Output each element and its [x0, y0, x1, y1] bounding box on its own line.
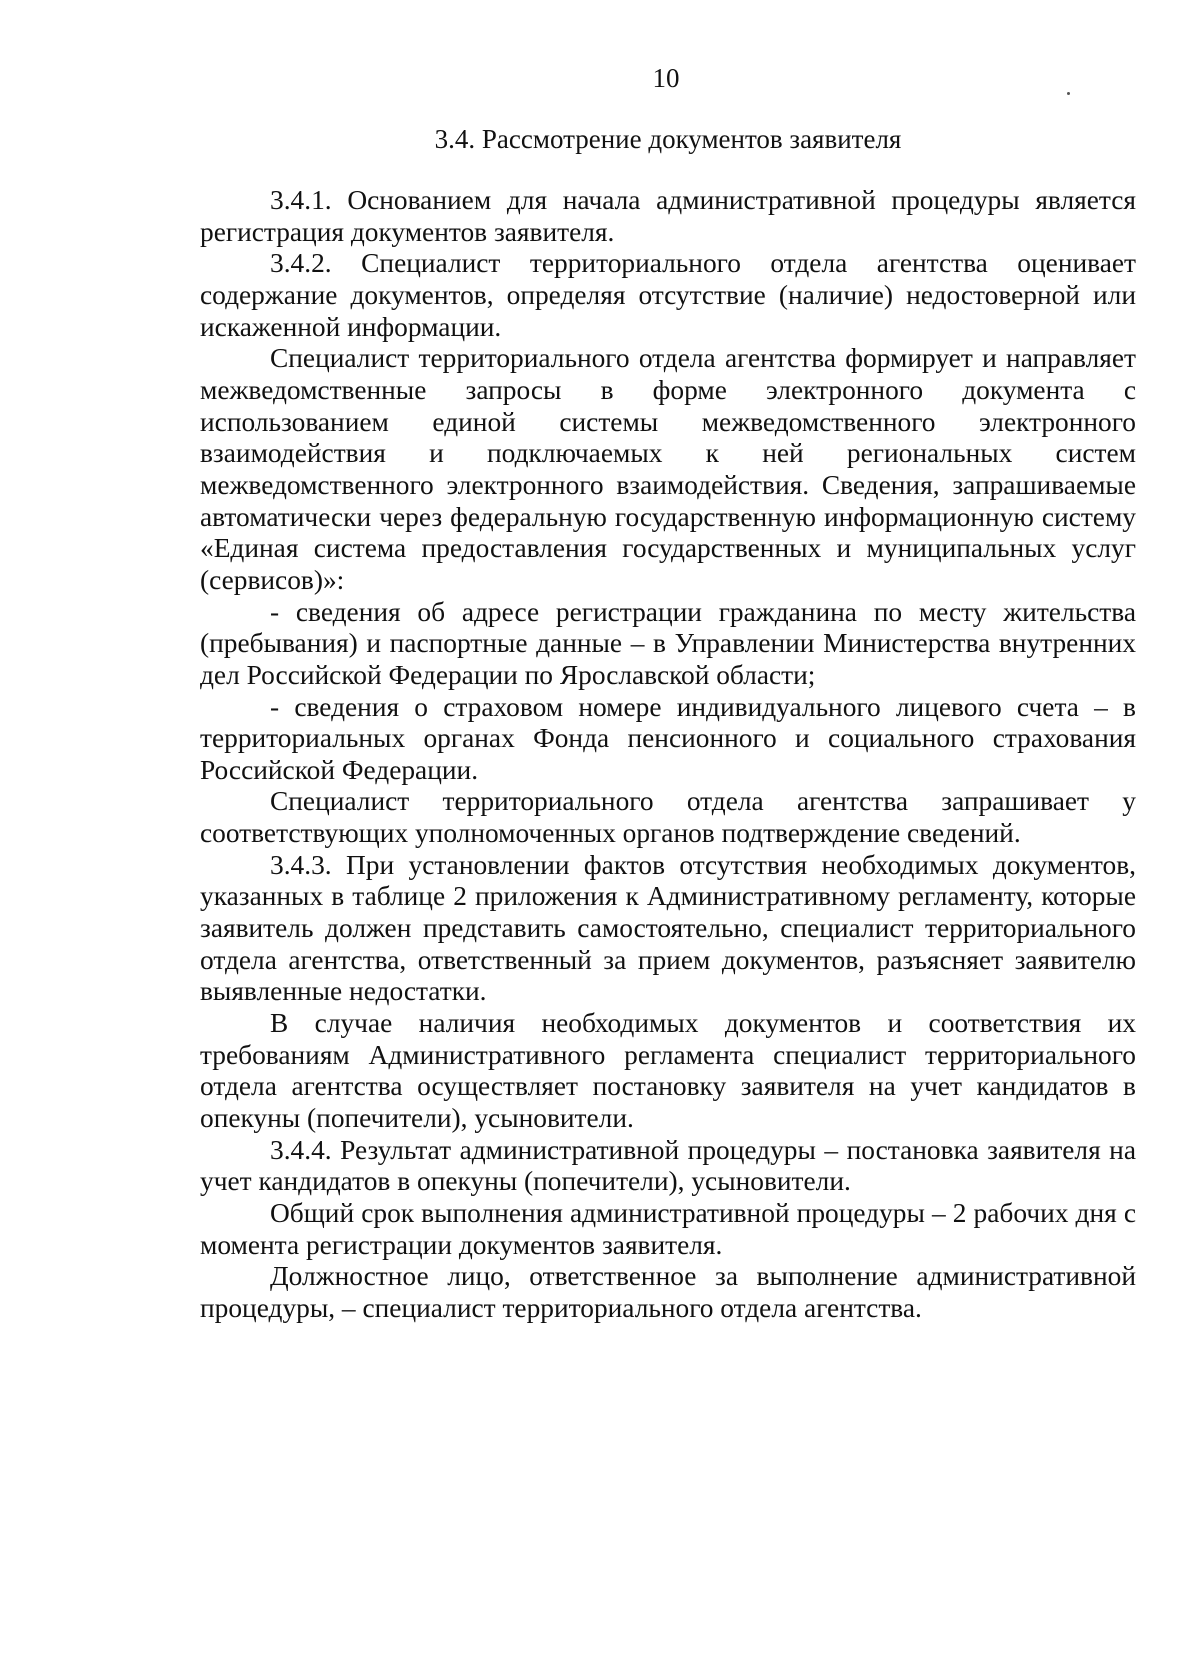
scan-speck — [1067, 92, 1070, 95]
section-heading: 3.4. Рассмотрение документов заявителя — [434, 124, 902, 154]
paragraph-total-term: Общий срок выполнения административной процедуры – 2 рабочих дня с момента регистрации документов заявителя. — [200, 1198, 1136, 1260]
paragraph-3-4-4: 3.4.4. Результат административной процедуры – постановка заявителя на учет кандидатов в опекуны (попечители), усыновители. — [200, 1134, 1136, 1197]
paragraph-3-4-3: 3.4.3. При установлении фактов отсутствия необходимых документов, указанных в таблице 2 приложения к Административному регламенту, которые заявитель должен представить самостоятельно, специалист территориального отдела агентства, ответственный за прием документов, разъясняет заявителю выявленные недостатки. — [200, 849, 1136, 1007]
list-item-insurance-number: - сведения о страховом номере индивидуального лицевого счета – в территориальных органах Фонда пенсионного и социального страхования Российской Федерации. — [200, 691, 1136, 785]
paragraph-3-4-2: 3.4.2. Специалист территориального отдела агентства оценивает содержание документов, определяя отсутствие (наличие) недостоверной или искаженной информации. — [200, 248, 1136, 342]
document-body — [200, 185, 1136, 1325]
list-item-registration-address: - сведения об адресе регистрации гражданина по месту жительства (пребывания) и паспортные данные – в Управлении Министерства внутренних дел Российской Федерации по Ярославской области; — [200, 596, 1136, 690]
page-number: 10 — [652, 63, 680, 93]
paragraph-responsible-official: Должностное лицо, ответственное за выполнение административной процедуры, – специалист территориального отдела агентства. — [200, 1261, 1136, 1323]
paragraph-3-4-1: 3.4.1. Основанием для начала административной процедуры является регистрация документов заявителя. — [200, 185, 1136, 247]
paragraph-interdepartmental-requests: Специалист территориального отдела агентства формирует и направляет межведомственные запросы в форме электронного документа с использованием единой системы межведомственного электронного взаимодействия и подключаемых к ней региональных систем межведомственного электронного взаимодействия. Сведения, запрашиваемые автоматически через федеральную государственную информационную систему «Единая система предоставления государственных и муниципальных услуг (сервисов)»: — [200, 343, 1136, 595]
paragraph-registration-of-applicant: В случае наличия необходимых документов и соответствия их требованиям Административного регламента специалист территориального отдела агентства осуществляет постановку заявителя на учет кандидатов в опекуны (попечители), усыновители. — [200, 1008, 1136, 1134]
paragraph-confirmation-request: Специалист территориального отдела агентства запрашивает у соответствующих уполномоченных органов подтверждение сведений. — [200, 786, 1136, 849]
